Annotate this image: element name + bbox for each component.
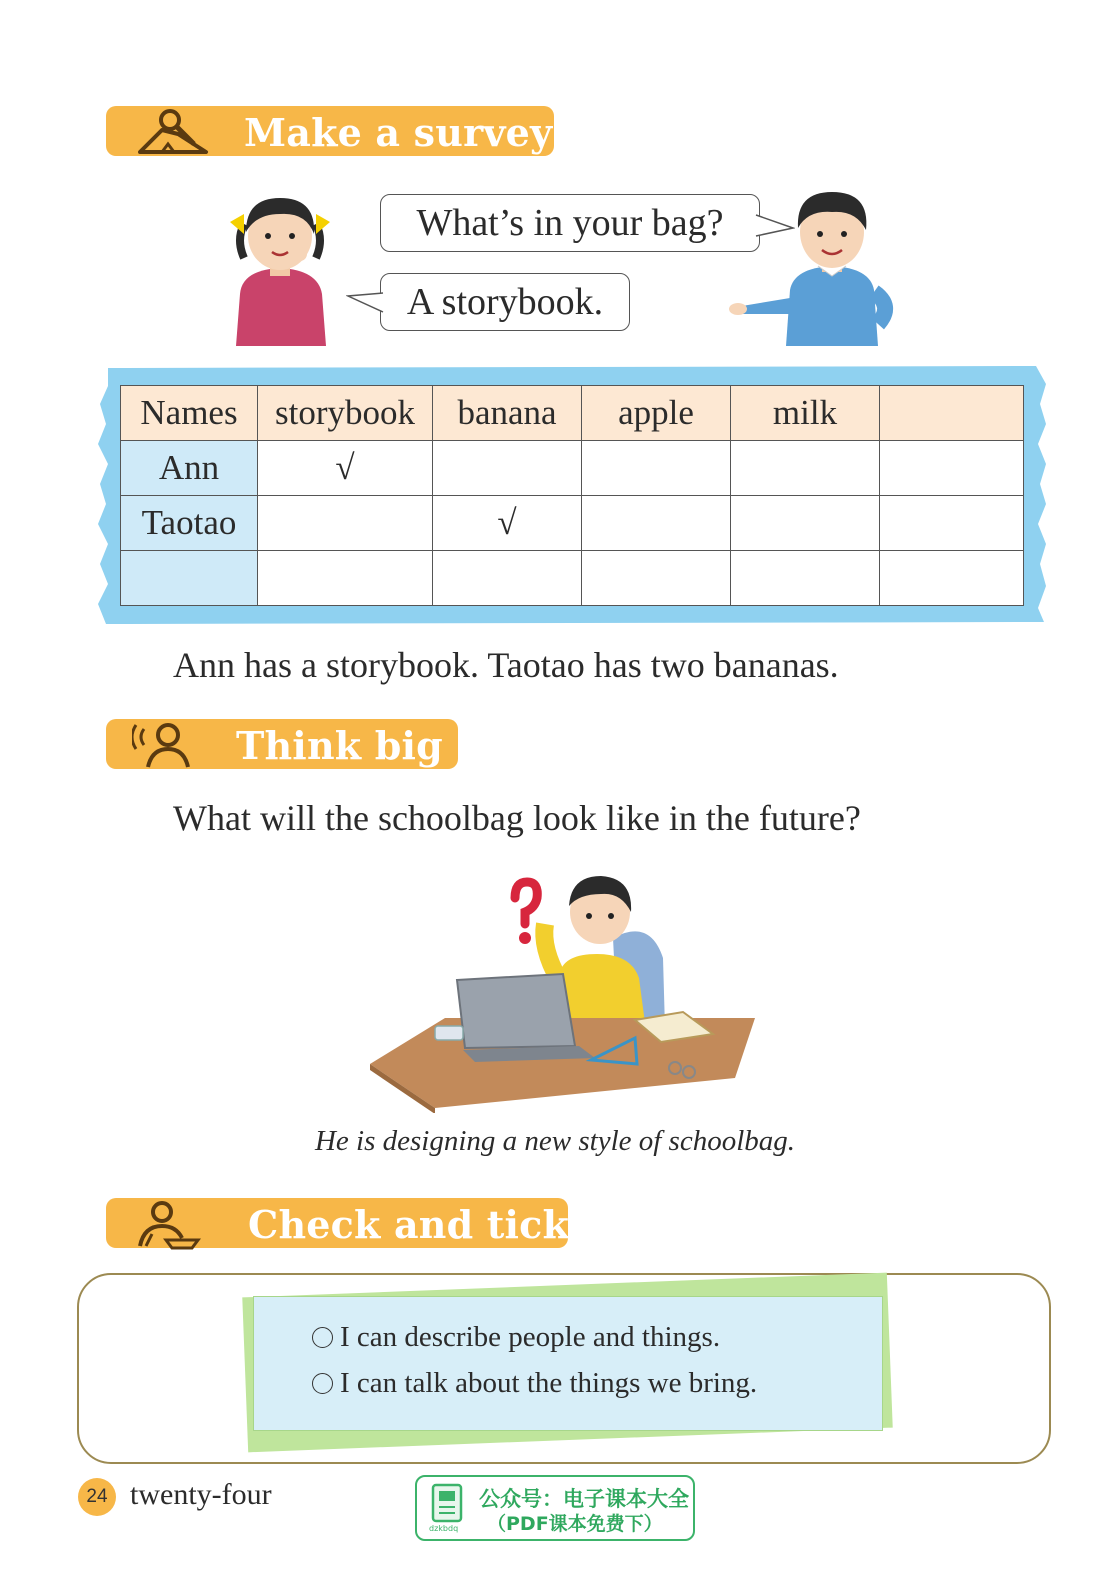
table-cell[interactable] <box>258 496 433 551</box>
section-title: Check and tick <box>248 1202 570 1247</box>
survey-summary: Ann has a storybook. Taotao has two bananas. <box>173 645 839 685</box>
header-names: Names <box>121 386 258 441</box>
row-name: Ann <box>121 441 258 496</box>
watermark-stamp <box>415 1475 695 1541</box>
row-name: Taotao <box>121 496 258 551</box>
checklist-item-label: I can describe people and things. <box>340 1321 721 1353</box>
speech-bubble-answer <box>380 273 630 331</box>
writing-person-icon <box>132 1200 206 1250</box>
table-cell[interactable] <box>433 551 582 606</box>
table-cell[interactable]: √ <box>258 441 433 496</box>
section-banner-check <box>106 1198 568 1248</box>
think-question: What will the schoolbag look like in the future? <box>173 798 861 838</box>
checklist-item[interactable] <box>312 1321 720 1354</box>
table-cell[interactable] <box>582 551 731 606</box>
stamp-line-2: （PDF课本免费下） <box>487 1513 663 1535</box>
boy-illustration <box>728 180 908 348</box>
table-cell[interactable]: √ <box>433 496 582 551</box>
table-cell[interactable] <box>582 441 731 496</box>
book-logo-icon <box>427 1483 467 1533</box>
bubble-tail-answer <box>346 288 384 318</box>
girl-illustration <box>222 184 340 348</box>
table-cell[interactable] <box>731 551 880 606</box>
stamp-small-text: dzkbdq <box>429 1524 459 1533</box>
page-number-word: twenty-four <box>130 1478 272 1511</box>
page-number: 24 <box>78 1478 116 1516</box>
survey-table <box>120 385 1024 606</box>
header-blank <box>880 386 1024 441</box>
tick-circle-icon[interactable] <box>312 1373 333 1394</box>
table-row <box>121 551 1024 606</box>
table-cell[interactable] <box>880 441 1024 496</box>
speech-bubble-question <box>380 194 760 252</box>
table-cell[interactable] <box>880 551 1024 606</box>
header-milk: milk <box>731 386 880 441</box>
row-name[interactable] <box>121 551 258 606</box>
thinking-person-icon <box>132 721 196 771</box>
header-storybook: storybook <box>258 386 433 441</box>
illustration-caption: He is designing a new style of schoolbag. <box>314 1125 796 1157</box>
table-cell[interactable] <box>582 496 731 551</box>
checklist-item-label: I can talk about the things we bring. <box>340 1367 758 1399</box>
table-cell[interactable] <box>433 441 582 496</box>
section-title: Think big <box>236 723 443 768</box>
header-apple: apple <box>582 386 731 441</box>
table-cell[interactable] <box>880 496 1024 551</box>
table-cell[interactable] <box>731 441 880 496</box>
table-cell[interactable] <box>731 496 880 551</box>
section-banner-think <box>106 719 458 769</box>
section-banner-survey <box>106 106 554 156</box>
table-row <box>121 496 1024 551</box>
checklist-note <box>253 1296 883 1431</box>
header-banana: banana <box>433 386 582 441</box>
table-cell[interactable] <box>258 551 433 606</box>
question-text: What’s in your bag? <box>416 202 724 244</box>
checklist-item[interactable] <box>312 1367 757 1400</box>
table-row <box>121 441 1024 496</box>
stamp-line-1: 公众号：电子课本大全 <box>479 1487 689 1511</box>
section-title: Make a survey <box>244 110 553 155</box>
table-header-row <box>121 386 1024 441</box>
boy-at-desk-illustration <box>365 868 760 1113</box>
answer-text: A storybook. <box>406 281 604 323</box>
tick-circle-icon[interactable] <box>312 1327 333 1348</box>
pencil-person-icon <box>132 108 212 158</box>
